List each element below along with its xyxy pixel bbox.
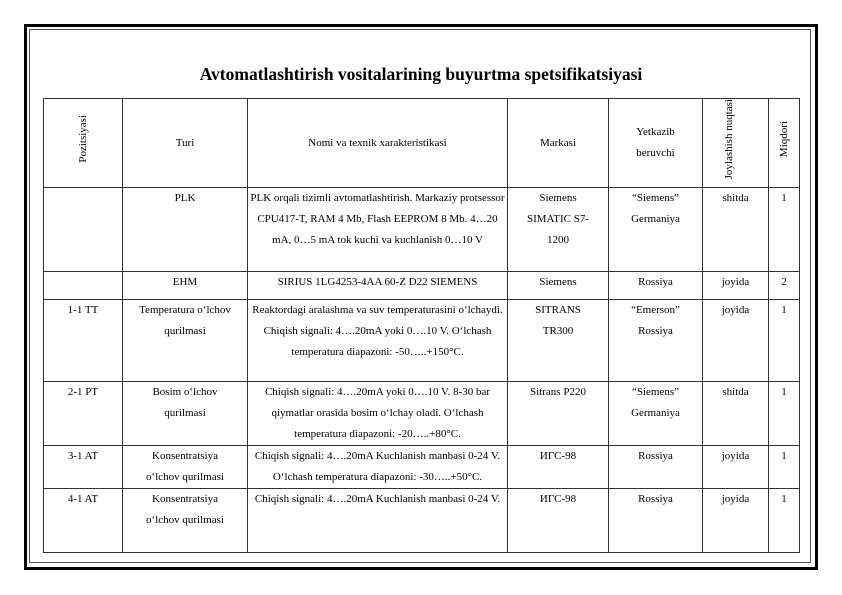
- cell-pos: 4-1 AT: [44, 489, 123, 553]
- header-cell: Nomi va texnik xarakteristikasi: [248, 99, 508, 188]
- cell-miqdor: 1: [769, 489, 800, 553]
- cell-nomi: PLK orqali tizimli avtomatlashtirish. Markaziy protsessor CPU417-T, RAM 4 Mb, Flash EEPROM 8 Mb. 4…20 mA, 0…5 mA tok kuchi va kuchlanish 0…10 V: [248, 188, 508, 272]
- cell-pos: 1-1 TT: [44, 300, 123, 382]
- cell-joy: shitda: [703, 382, 769, 446]
- cell-yetkazib: Rossiya: [609, 489, 703, 553]
- cell-yetkazib: “Emerson” Rossiya: [609, 300, 703, 382]
- cell-nomi: Reaktordagi aralashma va suv temperaturasini o‘lchaydi. Chiqish signali: 4….20mA yoki 0….10 V. O‘lchash temperatura diapazoni: -50…..+150°C.: [248, 300, 508, 382]
- header-cell: [703, 99, 769, 188]
- specification-table: [43, 98, 800, 553]
- header-cell: Markasi: [508, 99, 609, 188]
- cell-nomi: Chiqish signali: 4….20mA Kuchlanish manbasi 0-24 V. O‘lchash temperatura diapazoni: -30…..+50°C.: [248, 446, 508, 489]
- cell-markasi: Sitrans P220: [508, 382, 609, 446]
- cell-joy: joyida: [703, 300, 769, 382]
- header-cell: [769, 99, 800, 188]
- cell-markasi: SITRANS TR300: [508, 300, 609, 382]
- cell-markasi: Siemens: [508, 272, 609, 300]
- cell-turi: PLK: [123, 188, 248, 272]
- cell-pos: [44, 272, 123, 300]
- cell-pos: 3-1 AT: [44, 446, 123, 489]
- cell-turi: Konsentratsiya o‘lchov qurilmasi: [123, 446, 248, 489]
- cell-yetkazib: “Siemens” Germaniya: [609, 382, 703, 446]
- cell-pos: [44, 188, 123, 272]
- cell-yetkazib: Rossiya: [609, 446, 703, 489]
- table-row: [44, 446, 800, 489]
- header-cell: Turi: [123, 99, 248, 188]
- cell-markasi: ИГС-98: [508, 446, 609, 489]
- cell-turi: Bosim o‘lchov qurilmasi: [123, 382, 248, 446]
- cell-joy: joyida: [703, 446, 769, 489]
- header-label: Joylashish nuqtasi: [722, 99, 735, 180]
- cell-joy: joyida: [703, 489, 769, 553]
- cell-miqdor: 1: [769, 446, 800, 489]
- document-title: Avtomatlashtirish vositalarining buyurtma spetsifikatsiyasi: [199, 64, 643, 84]
- cell-yetkazib: “Siemens” Germaniya: [609, 188, 703, 272]
- table-row: [44, 382, 800, 446]
- cell-joy: joyida: [703, 272, 769, 300]
- cell-markasi: ИГС-98: [508, 489, 609, 553]
- cell-nomi: SIRIUS 1LG4253-4AA 60-Z D22 SIEMENS: [248, 272, 508, 300]
- cell-miqdor: 1: [769, 188, 800, 272]
- table-row: [44, 300, 800, 382]
- cell-miqdor: 1: [769, 382, 800, 446]
- header-label: Miqdori: [777, 121, 790, 158]
- header-cell: Yetkazib beruvchi: [609, 99, 703, 188]
- cell-turi: EHM: [123, 272, 248, 300]
- table-row: [44, 272, 800, 300]
- cell-turi: Temperatura o‘lchov qurilmasi: [123, 300, 248, 382]
- cell-nomi: Chiqish signali: 4….20mA Kuchlanish manbasi 0-24 V.: [248, 489, 508, 553]
- table-header-row: [44, 99, 800, 188]
- cell-markasi: Siemens SIMATIC S7-1200: [508, 188, 609, 272]
- cell-pos: 2-1 PT: [44, 382, 123, 446]
- header-cell: [44, 99, 123, 188]
- cell-miqdor: 2: [769, 272, 800, 300]
- table-row: [44, 188, 800, 272]
- cell-miqdor: 1: [769, 300, 800, 382]
- header-label: Pozitsiyasi: [76, 115, 89, 164]
- cell-joy: shitda: [703, 188, 769, 272]
- cell-turi: Konsentratsiya o‘lchov qurilmasi: [123, 489, 248, 553]
- cell-yetkazib: Rossiya: [609, 272, 703, 300]
- table-row: [44, 489, 800, 553]
- cell-nomi: Chiqish signali: 4….20mA yoki 0….10 V. 8-30 bar qiymatlar orasida bosim o‘lchay oladi. O‘lchash temperatura diapazoni: -20…..+80°C.: [248, 382, 508, 446]
